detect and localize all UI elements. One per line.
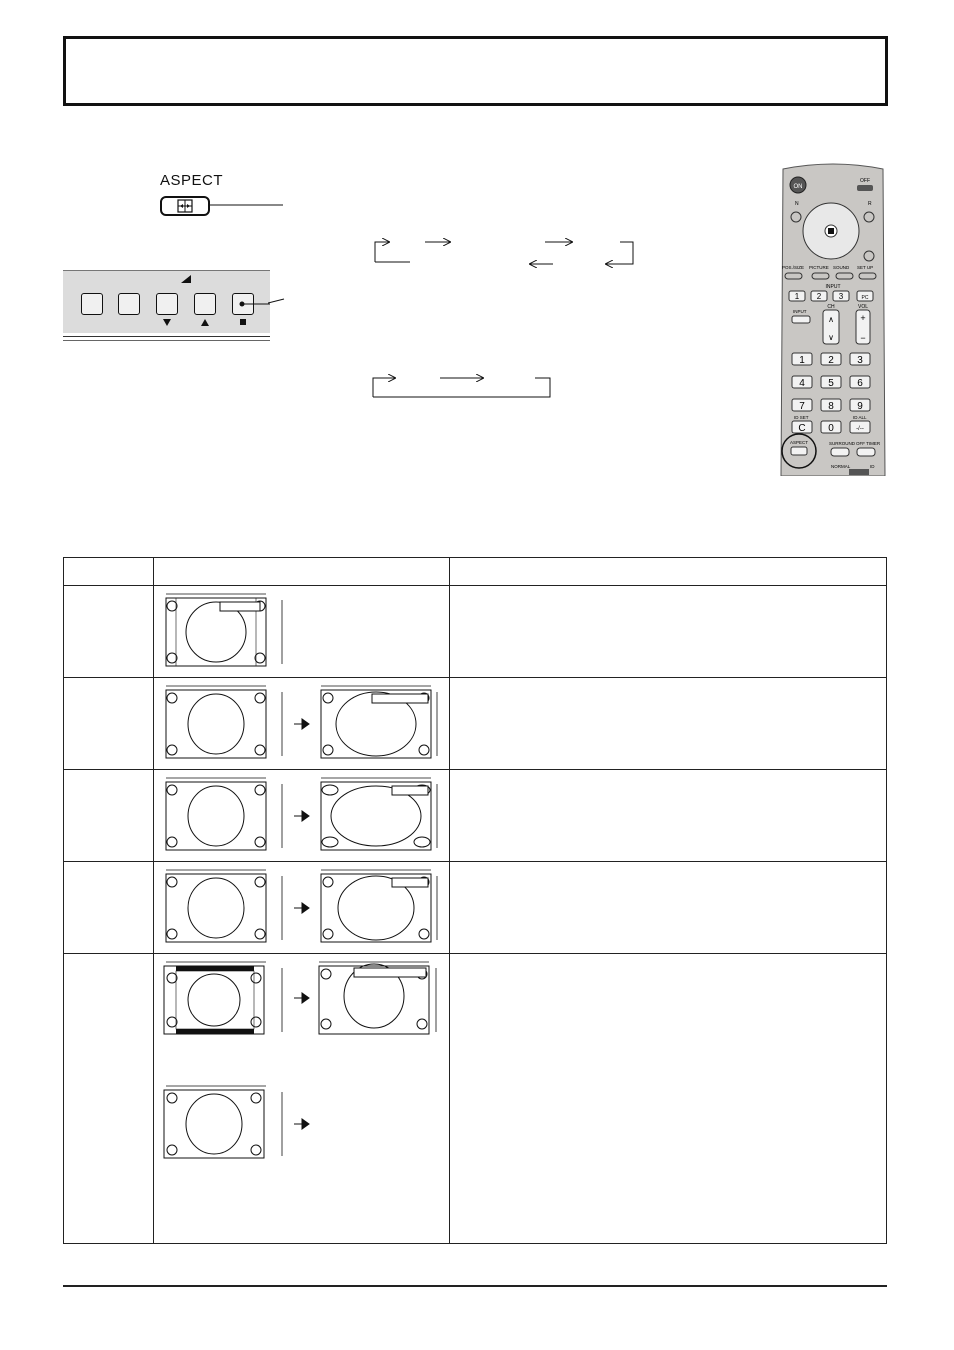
remote-n-label: N (795, 201, 799, 207)
panel-rule-2 (63, 340, 270, 341)
panel-rule (63, 336, 270, 337)
screen-illustration (154, 586, 450, 672)
remote-aspect-label: ASPECT (789, 440, 809, 445)
mode-cell (64, 954, 154, 1244)
dot-icon (233, 294, 253, 314)
remote-normal-label: NORMAL (831, 464, 851, 469)
picture-cell (154, 678, 450, 770)
mode-cell (64, 770, 154, 862)
remote-off-timer-label: OFF TIMER (856, 441, 881, 446)
remote-key-8[interactable]: 8 (828, 401, 834, 412)
arrow-right-icon (294, 719, 309, 729)
remote-id-set-label: ID SET (794, 415, 809, 420)
aspect-leader-line (210, 200, 285, 210)
description-cell (450, 586, 887, 678)
screen-conversion-illustration (154, 770, 450, 856)
panel-button-enter[interactable] (232, 293, 254, 315)
screen-conversion-illustration (154, 862, 450, 948)
arrow-right-icon (294, 811, 309, 821)
remote-on-label: ON (793, 184, 803, 190)
table-row (64, 862, 887, 954)
aspect-label: ASPECT (160, 172, 224, 189)
table-header-description (450, 558, 887, 586)
remote-surround-label: SURROUND (829, 441, 856, 446)
screen-conversion-illustration (154, 678, 450, 764)
remote-aspect-button (791, 447, 807, 455)
remote-key-dash[interactable]: -/-- (856, 426, 864, 432)
aspect-mode-table (63, 557, 887, 1244)
footer-rule (63, 1285, 887, 1287)
remote-input-button-label: INPUT (793, 309, 807, 314)
panel-button-1[interactable] (81, 293, 103, 315)
page-title-box (63, 36, 888, 106)
remote-ch-down[interactable]: ∨ (828, 333, 834, 342)
remote-input-1[interactable]: 1 (794, 292, 800, 301)
remote-key-5[interactable]: 5 (828, 378, 834, 389)
remote-key-3[interactable]: 3 (857, 355, 863, 366)
remote-key-2[interactable]: 2 (828, 355, 834, 366)
remote-key-9[interactable]: 9 (857, 401, 863, 412)
remote-vol-minus[interactable]: − (860, 333, 866, 343)
remote-input-pc[interactable]: PC (861, 295, 869, 301)
remote-key-4[interactable]: 4 (799, 378, 805, 389)
aspect-icon (162, 198, 208, 214)
description-cell (450, 862, 887, 954)
panel-button-down[interactable] (156, 293, 178, 315)
mode-cell (64, 862, 154, 954)
remote-r-label: R (868, 201, 872, 207)
arrow-right-icon (294, 1119, 309, 1129)
arrow-right-icon (294, 903, 309, 913)
remote-ch-label: CH (827, 304, 835, 310)
aspect-button[interactable] (160, 196, 210, 216)
remote-id-all-label: ID ALL (853, 415, 867, 420)
panel-button-up[interactable] (194, 293, 216, 315)
remote-id-label: ID (870, 464, 875, 469)
remote-picture-label: PICTURE (809, 265, 829, 270)
remote-key-c[interactable]: C (798, 423, 806, 434)
picture-cell (154, 770, 450, 862)
aspect-cycle-diagram-2 (365, 370, 560, 402)
remote-sound-label: SOUND (833, 265, 850, 270)
table-row (64, 770, 887, 862)
table-header-picture (154, 558, 450, 586)
panel-leader-line (268, 298, 286, 308)
table-header-mode (64, 558, 154, 586)
remote-key-7[interactable]: 7 (799, 401, 805, 412)
table-row (64, 954, 887, 1244)
mode-cell (64, 678, 154, 770)
remote-input-3[interactable]: 3 (838, 292, 844, 301)
description-cell (450, 954, 887, 1244)
picture-cell (154, 862, 450, 954)
remote-pos-size-label: POS./SIZE (782, 265, 805, 270)
remote-vol-plus[interactable]: + (860, 313, 866, 323)
remote-key-1[interactable]: 1 (799, 355, 805, 366)
remote-key-6[interactable]: 6 (857, 378, 863, 389)
table-row (64, 678, 887, 770)
remote-input-group-label: INPUT (825, 284, 841, 290)
remote-setup-label: SET UP (857, 265, 874, 270)
remote-input-2[interactable]: 2 (816, 292, 822, 301)
remote-vol-label: VOL (857, 304, 869, 310)
unit-control-panel (63, 270, 270, 333)
picture-cell (154, 586, 450, 678)
table-header-row (64, 558, 887, 586)
remote-off-label: OFF (860, 178, 870, 184)
arrow-right-icon (294, 993, 309, 1003)
aspect-cycle-diagram (365, 232, 645, 272)
mode-cell (64, 586, 154, 678)
table-row (64, 586, 887, 678)
remote-key-0[interactable]: 0 (828, 423, 834, 434)
picture-cell (154, 954, 450, 1244)
description-cell (450, 770, 887, 862)
remote-ch-up[interactable]: ∧ (828, 315, 834, 324)
description-cell (450, 678, 887, 770)
screen-conversion-illustration (154, 954, 450, 1238)
panel-button-2[interactable] (118, 293, 140, 315)
remote-control (779, 161, 887, 476)
